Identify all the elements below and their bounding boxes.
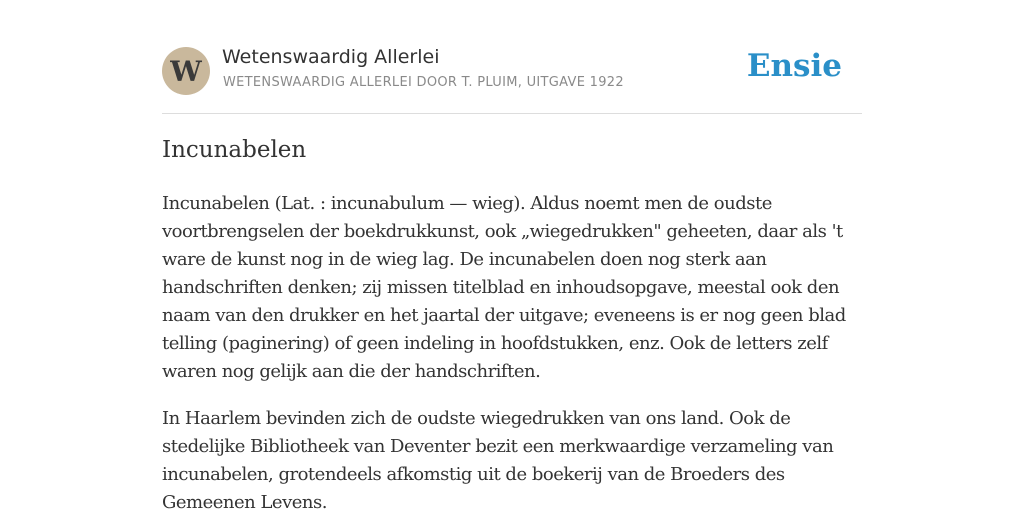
article-body [162, 190, 862, 512]
article-title: Incunabelen [162, 137, 307, 163]
text-line: telling (paginering) of geen indeling in hoofdstukken, enz. Ook de letters zelf [162, 333, 828, 354]
ensie-logo[interactable]: Ensie [746, 48, 842, 84]
text-line: Gemeenen Levens. [162, 492, 327, 512]
text-line: incunabelen, grotendeels afkomstig uit de boekerij van de Broeders des [162, 464, 785, 485]
text-line: voortbrengselen der boekdrukkunst, ook „wiegedrukken" geheeten, daar als 't [162, 221, 843, 242]
paragraph-1 [162, 190, 862, 386]
text-line: In Haarlem bevinden zich de oudste wiegedrukken van ons land. Ook de [162, 408, 791, 429]
text-line: ware de kunst nog in de wieg lag. De incunabelen doen nog sterk aan [162, 249, 767, 270]
source-subtitle: WETENSWAARDIG ALLERLEI DOOR T. PLUIM, UITGAVE 1922 [223, 75, 624, 90]
paragraph-2 [162, 405, 862, 512]
text-line: waren nog gelijk aan die der handschriften. [162, 361, 541, 382]
header-divider [162, 113, 862, 114]
text-line: Incunabelen (Lat. : incunabulum — wieg). Aldus noemt men de oudste [162, 193, 772, 214]
text-line: handschriften denken; zij missen titelblad en inhoudsopgave, meestal ook den [162, 277, 840, 298]
text-line: naam van den drukker en het jaartal der uitgave; eveneens is er nog geen blad [162, 305, 846, 326]
text-line: stedelijke Bibliotheek van Deventer bezit een merkwaardige verzameling van [162, 436, 834, 457]
source-name[interactable]: Wetenswaardig Allerlei [222, 46, 440, 68]
source-avatar[interactable]: W [162, 47, 210, 95]
source-header [162, 44, 862, 100]
